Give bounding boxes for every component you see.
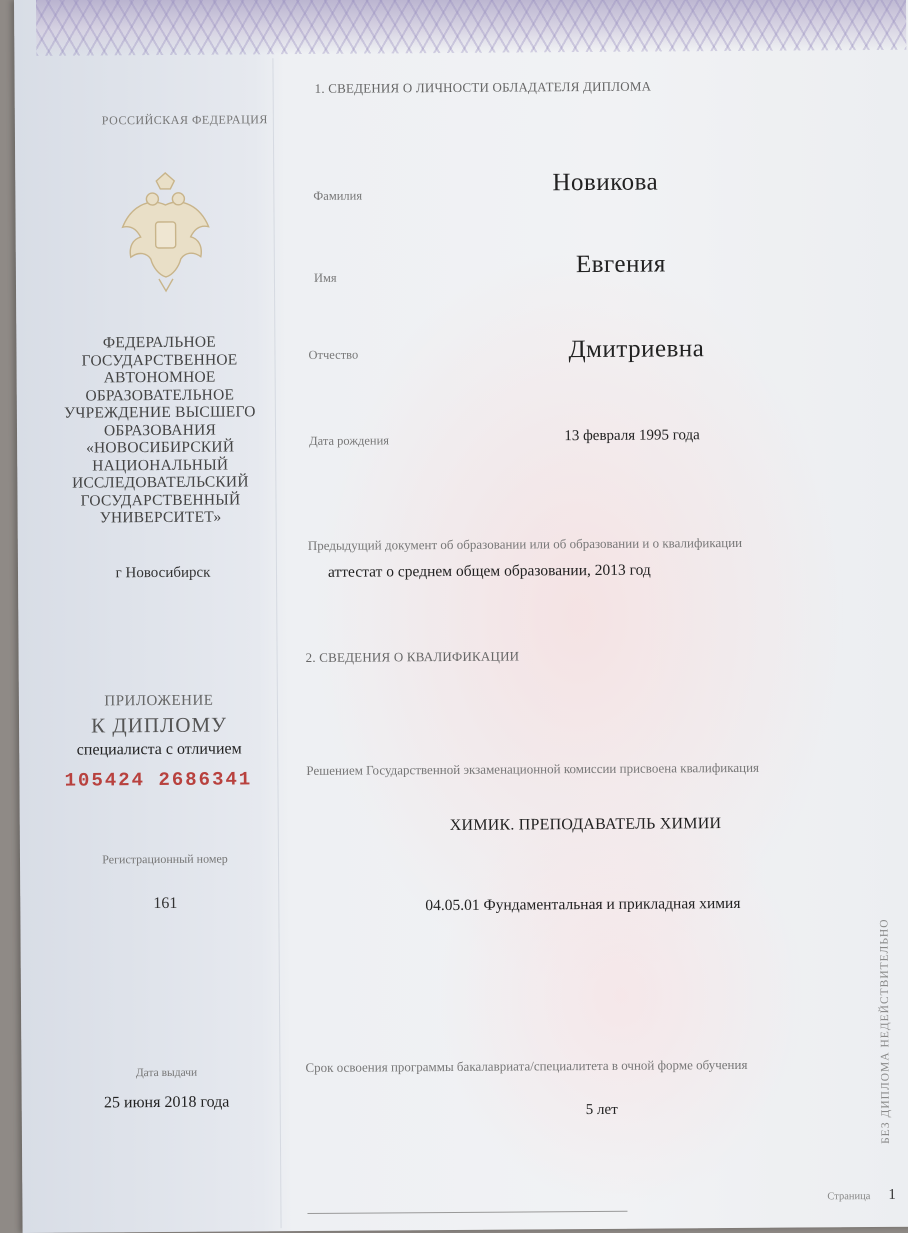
previous-document-value: аттестат о среднем общем образовании, 2013 год [327,561,651,581]
page-number: 1 [888,1186,896,1203]
degree-type: специалиста с отличием [76,740,242,759]
registration-label: Регистрационный номер [102,851,228,867]
surname-value: Новикова [552,168,659,197]
issue-date-label: Дата выдачи [135,1066,198,1080]
section-2-title: 2. СВЕДЕНИЯ О КВАЛИФИКАЦИИ [305,648,520,665]
section-1-title: 1. СВЕДЕНИЯ О ЛИЧНОСТИ ОБЛАДАТЕЛЯ ДИПЛОМА [314,78,652,96]
country-label: РОССИЙСКАЯ ФЕДЕРАЦИЯ [101,112,268,128]
column-separator [272,58,281,1228]
previous-document-label: Предыдущий документ об образовании или об образовании и о квалификации [307,534,743,553]
birth-date-value: 13 февраля 1995 года [564,427,700,445]
name-value: Евгения [575,250,666,279]
serial-number: 105424 2686341 [64,768,253,792]
name-label: Имя [313,270,337,285]
specialty-value: 04.05.01 Фундаментальная и прикладная химия [425,894,741,915]
registration-number: 161 [153,894,178,913]
surname-label: Фамилия [313,188,363,203]
appendix-title-line1: ПРИЛОЖЕНИЕ [104,692,214,710]
commission-decision-label: Решением Государственной экзаменационной комиссии присвоена квалификация [306,759,760,778]
diploma-sheet [14,0,908,1233]
patronymic-label: Отчество [308,347,359,362]
city: г Новосибирск [115,564,211,582]
validity-note: БЕЗ ДИПЛОМА НЕДЕЙСТВИТЕЛЬНО [878,918,893,1144]
issue-date: 25 июня 2018 года [103,1093,230,1112]
study-term-value: 5 лет [585,1101,618,1119]
signature-line [307,1211,627,1214]
patronymic-value: Дмитриевна [568,335,705,364]
page-label: Страница [827,1191,871,1203]
university-name: ФЕДЕРАЛЬНОЕ ГОСУДАРСТВЕННОЕ АВТОНОМНОЕ ОБРАЗОВАТЕЛЬНОЕ УЧРЕЖДЕНИЕ ВЫСШЕГО ОБРАЗОВАНИЯ «НОВОСИБИРСКИЙ НАЦИОНАЛЬНЫЙ ИССЛЕДОВАТЕЛЬСКИЙ ГОСУДАРСТВЕННЫЙ УНИВЕРСИТЕТ» [64,333,256,527]
guilloche-border [36,0,906,56]
coat-of-arms-icon [100,166,231,297]
appendix-title-line2: К ДИПЛОМУ [91,712,228,738]
birth-date-label: Дата рождения [309,433,390,448]
study-term-label: Срок освоения программы бакалавриата/специалитета в очной форме обучения [305,1056,748,1075]
qualification-value: ХИМИК. ПРЕПОДАВАТЕЛЬ ХИМИИ [449,815,722,834]
